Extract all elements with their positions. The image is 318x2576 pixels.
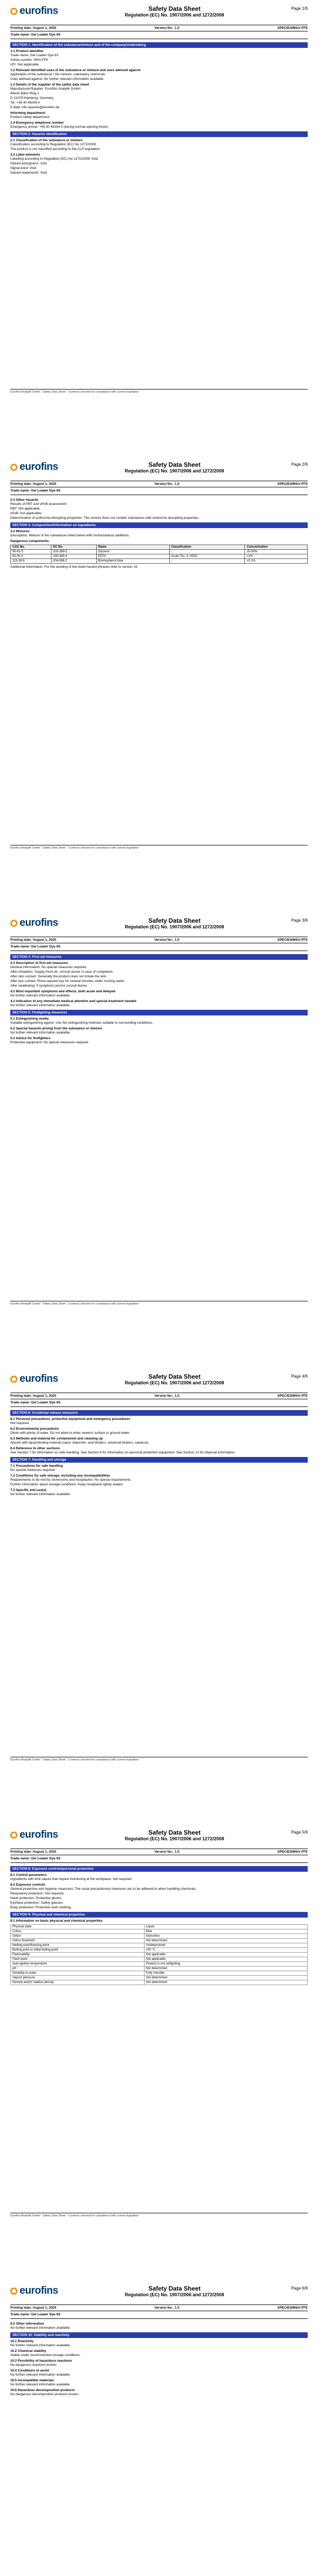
table-cell: 56-81-5 xyxy=(11,550,51,554)
section-heading: SECTION 2: Hazards identification xyxy=(10,131,308,137)
table-cell: Flash point xyxy=(11,1957,145,1962)
table-cell: EDTA xyxy=(96,554,169,559)
table-cell: Not applicable xyxy=(144,1953,307,1957)
page-footer: Eurofins Analytik GmbH · Safety Data Sheet · Contents checked for compliance with current legislation xyxy=(10,389,308,394)
body-text: Results of PBT and vPvB assessment xyxy=(10,502,67,506)
table-header-cell: CAS No. xyxy=(11,545,51,550)
table-cell: Odour threshold xyxy=(11,1939,145,1943)
table-row xyxy=(11,1925,308,1929)
body-text: Hand protection: Protective gloves. xyxy=(10,1896,62,1900)
body-text: Product safety department xyxy=(10,115,50,119)
page-number: Page 3/9 xyxy=(291,918,308,923)
body-text: No further relevant information available. xyxy=(10,2383,71,2386)
table-cell: Auto-ignition temperature xyxy=(11,1962,145,1967)
logo-mark-icon xyxy=(10,1832,17,1839)
subsection-heading: 7.3 Specific end use(s) xyxy=(10,1488,47,1492)
logo-text: eurofins xyxy=(20,5,58,16)
printing-date: Printing date: August 1, 2025 xyxy=(10,1394,57,1398)
table-cell: 204-086-2 xyxy=(51,559,97,564)
subsection-heading: 1.4 Emergency telephone number xyxy=(10,121,64,125)
body-text: Application of the substance / the mixture: Laboratory chemicals xyxy=(10,73,105,76)
trade-name: Trade name: Gel Loader Dye 6X xyxy=(10,1855,308,1863)
table-row xyxy=(11,1934,308,1939)
sds-page xyxy=(10,917,308,1309)
subsection-heading: 6.3 Methods and material for containment and cleaning up xyxy=(10,1437,103,1440)
table-row xyxy=(11,1967,308,1971)
subsection-heading: 8.1 Control parameters xyxy=(10,1873,47,1877)
trade-name: Trade name: Gel Loader Dye 6X xyxy=(10,2311,308,2319)
page-header xyxy=(10,5,308,25)
section-heading: SECTION 6: Accidental release measures xyxy=(10,1410,308,1416)
body-text: E-Mail: info-spezies@eurofins.de xyxy=(10,106,60,109)
table-cell: Density and/or relative density xyxy=(11,1980,145,1985)
document-title: Safety Data Sheet xyxy=(148,1373,201,1380)
subsection-heading: 7.1 Precautions for safe handling xyxy=(10,1464,63,1468)
page-number: Page 6/9 xyxy=(291,2286,308,2291)
subsection-heading: 5.3 Advice for firefighters xyxy=(10,1037,51,1040)
body-text: No dangerous reactions known. xyxy=(10,2363,58,2367)
body-text: Body protection: Protective work clothing. xyxy=(10,1906,72,1909)
version-number: Version No.: 1.0 xyxy=(154,1394,180,1398)
document-heading xyxy=(87,1829,261,1841)
page-content xyxy=(10,1410,308,1497)
body-text: Absorb with liquid-binding material (sand, diatomite, acid binders, universal binders, sawdust). xyxy=(10,1441,149,1445)
logo-mark-icon xyxy=(10,2287,17,2295)
table-cell: 100 °C xyxy=(144,1948,307,1953)
table-cell: Bromophenol blue xyxy=(96,559,169,564)
body-text: After eye contact: Rinse opened eye for several minutes under running water. xyxy=(10,979,125,983)
document-code: SPECIESIMSA-FFE xyxy=(277,26,308,30)
table-cell: Fully miscible xyxy=(144,1971,307,1976)
printing-date: Printing date: August 1, 2025 xyxy=(10,1850,57,1854)
table-cell: Not applicable xyxy=(144,1957,307,1962)
body-text: No further relevant information available. xyxy=(10,1031,71,1035)
printing-date: Printing date: August 1, 2025 xyxy=(10,26,57,30)
body-text: Emergency phone: +49 40 49294-0 (during normal opening times) xyxy=(10,125,109,129)
table-row xyxy=(11,1929,308,1934)
trade-name: Trade name: Gel Loader Dye 6X xyxy=(10,31,308,39)
eurofins-logo xyxy=(10,2285,87,2297)
body-text: Dilute with plenty of water. Do not allow to enter sewers/ surface or ground water. xyxy=(10,1431,131,1435)
table-cell: Glycerol xyxy=(96,550,169,554)
body-text: Hazard pictograms: Void xyxy=(10,162,47,165)
table-cell: Liquid xyxy=(144,1925,307,1929)
printing-date: Printing date: August 1, 2025 xyxy=(10,2306,57,2310)
table-row xyxy=(11,554,308,559)
table-header-cell: EC No. xyxy=(51,545,97,550)
page-header xyxy=(10,461,308,481)
logo-text: eurofins xyxy=(20,461,58,472)
eurofins-logo xyxy=(10,917,87,929)
table-cell: Melting point/freezing point xyxy=(11,1943,145,1948)
document-heading xyxy=(87,461,261,473)
document-code: SPECIESIMSA-FFE xyxy=(277,2306,308,2310)
page-content xyxy=(10,1866,308,1985)
subsection-heading: 2.3 Other hazards xyxy=(10,498,39,502)
page-footer: Eurofins Analytik GmbH · Safety Data Sheet · Contents checked for compliance with current legislation xyxy=(10,2213,308,2217)
subsection-heading: 10.5 Incompatible materials xyxy=(10,2379,54,2382)
table-cell: Boiling point or initial boiling point xyxy=(11,1948,145,1953)
body-text: The product is not classified according to the CLP regulation. xyxy=(10,147,101,151)
table-cell: Blue xyxy=(144,1929,307,1934)
version-number: Version No.: 1.0 xyxy=(154,26,180,30)
body-text: General protective and hygienic measures: The usual precautionary measures are to be adhered to when handling chemicals. xyxy=(10,1887,197,1891)
meta-line xyxy=(10,2304,308,2311)
body-text: Article number: MSA-FFE xyxy=(10,58,49,62)
logo-text: eurofins xyxy=(20,917,58,928)
body-text: Additional information: For the wording of the listed hazard phrases refer to section 16. xyxy=(10,565,138,569)
page-content xyxy=(10,2322,308,2397)
table-cell: <1% xyxy=(245,554,308,559)
table-cell: Colour xyxy=(11,1929,145,1934)
document-code: SPECIESIMSA-FFE xyxy=(277,938,308,942)
sds-page xyxy=(10,1373,308,1765)
section-heading: SECTION 8: Exposure controls/personal protection xyxy=(10,1866,308,1872)
composition-table xyxy=(10,545,308,564)
document-title: Safety Data Sheet xyxy=(148,917,201,924)
table-row xyxy=(11,1962,308,1967)
body-text: See Section 7 for information on safe handling. See Section 8 for information on personal protection equipment. See Section 13 for disposal information. xyxy=(10,1451,236,1454)
table-row xyxy=(11,1957,308,1962)
document-title: Safety Data Sheet xyxy=(148,2285,201,2292)
body-text: Suitable extinguishing agents: Use fire extinguishing methods suitable to surrounding conditions. xyxy=(10,1021,153,1025)
body-text: Protective equipment: No special measures required. xyxy=(10,1041,89,1044)
subsection-heading: 1.2 Relevant identified uses of the substance or mixture and uses advised against xyxy=(10,69,140,72)
table-cell: Not determined xyxy=(144,1980,307,1985)
document-code: SPECIESIMSA-FFE xyxy=(277,482,308,486)
body-text: No dangerous decomposition products known. xyxy=(10,2393,79,2396)
printing-date: Printing date: August 1, 2025 xyxy=(10,938,57,942)
logo-mark-icon xyxy=(10,8,17,15)
body-text: Tel: +49 40 49294-0 xyxy=(10,101,40,105)
table-cell: Vapour pressure xyxy=(11,1976,145,1980)
version-number: Version No.: 1.0 xyxy=(154,2306,180,2310)
body-text: No special measures required. xyxy=(10,1468,56,1472)
subsection-heading: 4.2 Most important symptoms and effects, both acute and delayed xyxy=(10,990,116,993)
body-text: Labelling according to Regulation (EC) No 1272/2008: Void xyxy=(10,157,98,161)
table-row xyxy=(11,1948,308,1953)
subsection-heading: 8.2 Exposure controls xyxy=(10,1883,45,1887)
table-cell: 115-39-9 xyxy=(11,559,51,564)
subsection-heading: 10.4 Conditions to avoid xyxy=(10,2369,49,2372)
body-text: Determination of endocrine-disrupting properties: The mixture does not contain substances with endocrine disrupting properties. xyxy=(10,516,200,520)
table-header-cell: Concentration xyxy=(245,545,308,550)
subsection-heading: 6.4 Reference to other sections xyxy=(10,1447,60,1450)
body-text: PBT: Not applicable. xyxy=(10,507,41,511)
body-text: vPvB: Not applicable. xyxy=(10,512,42,515)
trade-name: Trade name: Gel Loader Dye 6X xyxy=(10,943,308,951)
eurofins-logo xyxy=(10,461,87,473)
body-text: Classification according to Regulation (EC) No 1272/2008 xyxy=(10,143,96,146)
subsection-heading: 4.1 Description of first aid measures xyxy=(10,961,68,965)
version-number: Version No.: 1.0 xyxy=(154,482,180,486)
logo-mark-icon xyxy=(10,1376,17,1383)
body-text: After inhalation: Supply fresh air; consult doctor in case of complaints. xyxy=(10,970,114,974)
regulation-line: Regulation (EC) No. 1907/2006 and 1272/2008 xyxy=(125,1836,224,1841)
regulation-line: Regulation (EC) No. 1907/2006 and 1272/2008 xyxy=(125,468,224,473)
subsection-heading: 9.1 Information on basic physical and chemical properties xyxy=(10,1919,103,1923)
body-text: After skin contact: Generally the product does not irritate the skin. xyxy=(10,975,108,978)
document-heading xyxy=(87,2285,261,2297)
regulation-line: Regulation (EC) No. 1907/2006 and 1272/2008 xyxy=(125,12,224,18)
subsection-heading: 1.3 Details of the supplier of the safety data sheet xyxy=(10,83,89,87)
meta-line xyxy=(10,1849,308,1855)
subsection-heading: 2.1 Classification of the substance or mixture xyxy=(10,139,83,142)
sds-page xyxy=(10,1829,308,2221)
trade-name: Trade name: Gel Loader Dye 6X xyxy=(10,487,308,495)
logo-text: eurofins xyxy=(20,2285,58,2296)
eurofins-logo xyxy=(10,5,87,17)
table-row xyxy=(11,1953,308,1957)
regulation-line: Regulation (EC) No. 1907/2006 and 1272/2008 xyxy=(125,2292,224,2297)
body-text: Respiratory protection: Not required. xyxy=(10,1892,64,1895)
body-text: Manufacturer/Supplier: Eurofins Analytik GmbH xyxy=(10,87,81,91)
table-cell: Acute Tox. 4, H332 xyxy=(169,554,245,559)
page-number: Page 5/9 xyxy=(291,1830,308,1835)
meta-line xyxy=(10,937,308,943)
page-content xyxy=(10,954,308,1045)
body-text: Further information about storage conditions: Keep receptacle tightly sealed. xyxy=(10,1483,123,1486)
document-title: Safety Data Sheet xyxy=(148,461,201,468)
table-row xyxy=(11,1943,308,1948)
table-cell: 60-00-4 xyxy=(11,554,51,559)
page-footer: Eurofins Analytik GmbH · Safety Data Sheet · Contents checked for compliance with current legislation xyxy=(10,1301,308,1306)
page-content xyxy=(10,42,308,175)
page-header xyxy=(10,2285,308,2304)
body-text: No further relevant information available. xyxy=(10,2373,71,2377)
version-number: Version No.: 1.0 xyxy=(154,938,180,942)
document-heading xyxy=(87,1373,261,1385)
table-cell: 200-449-4 xyxy=(51,554,97,559)
section-heading: SECTION 9: Physical and chemical properties xyxy=(10,1912,308,1918)
body-text: Not required. xyxy=(10,1421,30,1425)
body-text: D-21079 Hamburg, Germany xyxy=(10,96,54,100)
version-number: Version No.: 1.0 xyxy=(154,1850,180,1854)
page-number: Page 2/9 xyxy=(291,462,308,467)
sds-page xyxy=(10,2285,308,2576)
table-cell: <0.1% xyxy=(245,559,308,564)
document-title: Safety Data Sheet xyxy=(148,1829,201,1836)
table-row xyxy=(11,550,308,554)
section-heading: SECTION 5: Firefighting measures xyxy=(10,1010,308,1015)
subsection-heading: 6.2 Environmental precautions xyxy=(10,1427,59,1431)
regulation-line: Regulation (EC) No. 1907/2006 and 1272/2008 xyxy=(125,1380,224,1385)
section-heading: SECTION 7: Handling and storage xyxy=(10,1457,308,1463)
subsection-heading: Informing department: xyxy=(10,111,46,115)
eurofins-logo xyxy=(10,1829,87,1841)
section-heading: SECTION 1: Identification of the substance/mixture and of the company/undertaking xyxy=(10,42,308,48)
table-cell: Physical state xyxy=(11,1925,145,1929)
document-title: Safety Data Sheet xyxy=(148,5,201,12)
body-text: No further relevant information available. xyxy=(10,994,71,997)
page-header xyxy=(10,1829,308,1849)
subsection-heading: 10.1 Reactivity xyxy=(10,2340,34,2343)
subsection-heading: 10.6 Hazardous decomposition products xyxy=(10,2388,75,2392)
table-cell: Product is not selfigniting xyxy=(144,1962,307,1967)
section-heading: SECTION 10: Stability and reactivity xyxy=(10,2332,308,2338)
subsection-heading: 10.2 Chemical stability xyxy=(10,2349,46,2353)
logo-text: eurofins xyxy=(20,1829,58,1840)
body-text: Requirements to be met by storerooms and receptacles: No special requirements. xyxy=(10,1478,132,1482)
body-text: After swallowing: If symptoms persist consult doctor. xyxy=(10,984,88,988)
page-footer: Eurofins Analytik GmbH · Safety Data Sheet · Contents checked for compliance with current legislation xyxy=(10,1757,308,1761)
logo-mark-icon xyxy=(10,464,17,471)
table-cell: Solubility in water xyxy=(11,1971,145,1976)
document-code: SPECIESIMSA-FFE xyxy=(277,1850,308,1854)
table-cell: Odourless xyxy=(144,1934,307,1939)
body-text: Ingredients with limit values that require monitoring at the workplace: Not required. xyxy=(10,1877,132,1881)
body-text: UFI: Not applicable xyxy=(10,63,39,66)
section-heading: SECTION 3: Composition/information on ingredients xyxy=(10,522,308,528)
subsection-heading: 3.2 Mixtures xyxy=(10,530,30,533)
table-row xyxy=(11,1980,308,1985)
subsection-heading: 5.1 Extinguishing media xyxy=(10,1017,49,1021)
table-cell: Odour xyxy=(11,1934,145,1939)
table-row xyxy=(11,1939,308,1943)
body-text: Hazard statements: Void xyxy=(10,171,47,175)
subsection-heading: 2.2 Label elements xyxy=(10,153,40,157)
body-text: Signal word: Void xyxy=(10,166,37,170)
table-cell: - xyxy=(169,559,245,564)
subsection-heading: 10.3 Possibility of hazardous reactions xyxy=(10,2359,72,2363)
table-cell: Not determined xyxy=(144,1939,307,1943)
meta-line xyxy=(10,25,308,31)
body-text: No further relevant information available. xyxy=(10,1004,71,1007)
logo-mark-icon xyxy=(10,920,17,927)
table-cell: pH xyxy=(11,1967,145,1971)
subsection-heading: 9.2 Other information xyxy=(10,2322,44,2326)
meta-line xyxy=(10,1393,308,1399)
trade-name: Trade name: Gel Loader Dye 6X xyxy=(10,1399,308,1407)
table-cell: 200-289-5 xyxy=(51,550,97,554)
table-cell: Flammability xyxy=(11,1953,145,1957)
properties-table xyxy=(10,1924,308,1985)
body-text: Wiertz Bahn Ring 1 xyxy=(10,92,39,95)
table-cell: 25-50% xyxy=(245,550,308,554)
table-header-cell: Name xyxy=(96,545,169,550)
page-header xyxy=(10,1373,308,1393)
subsection-heading: Dangerous components: xyxy=(10,539,50,543)
table-row xyxy=(11,559,308,564)
subsection-heading: 1.1 Product identifier xyxy=(10,49,44,53)
page-content xyxy=(10,498,308,569)
body-text: Description: Mixture of the substances listed below with nonhazardous additions. xyxy=(10,534,130,537)
table-cell: Undetermined xyxy=(144,1943,307,1948)
table-row xyxy=(11,1971,308,1976)
printing-date: Printing date: August 1, 2025 xyxy=(10,482,57,486)
body-text: General information: No special measures required. xyxy=(10,965,87,969)
meta-line xyxy=(10,481,308,487)
table-cell: Not determined xyxy=(144,1967,307,1971)
regulation-line: Regulation (EC) No. 1907/2006 and 1272/2008 xyxy=(125,924,224,929)
page-number: Page 4/9 xyxy=(291,1374,308,1379)
subsection-heading: 5.2 Special hazards arising from the substance or mixture xyxy=(10,1027,102,1030)
table-header-cell: Classification xyxy=(169,545,245,550)
subsection-heading: 7.2 Conditions for safe storage, including any incompatibilities xyxy=(10,1474,110,1478)
subsection-heading: 6.1 Personal precautions, protective equipment and emergency procedures xyxy=(10,1417,130,1421)
body-text: No further relevant information available. xyxy=(10,1493,71,1496)
body-text: No further relevant information available. xyxy=(10,2326,71,2330)
page-header xyxy=(10,917,308,937)
table-row xyxy=(11,1976,308,1980)
sds-page xyxy=(10,461,308,853)
document-heading xyxy=(87,5,261,18)
table-cell: Not determined xyxy=(144,1976,307,1980)
body-text: Trade name: Gel Loader Dye 6X xyxy=(10,54,59,57)
body-text: Uses advised against: No further relevant information available. xyxy=(10,77,104,81)
logo-text: eurofins xyxy=(20,1373,58,1384)
body-text: No further relevant information available. xyxy=(10,2344,71,2347)
page-footer: Eurofins Analytik GmbH · Safety Data Sheet · Contents checked for compliance with current legislation xyxy=(10,845,308,850)
section-heading: SECTION 4: First aid measures xyxy=(10,954,308,960)
table-cell: - xyxy=(169,550,245,554)
document-heading xyxy=(87,917,261,929)
subsection-heading: 4.3 Indication of any immediate medical attention and special treatment needed xyxy=(10,999,136,1003)
body-text: Stable under recommended storage conditions. xyxy=(10,2353,81,2357)
sds-page xyxy=(10,5,308,397)
document-code: SPECIESIMSA-FFE xyxy=(277,1394,308,1398)
body-text: Eye/face protection: Safety glasses. xyxy=(10,1901,64,1905)
page-number: Page 1/9 xyxy=(291,6,308,11)
eurofins-logo xyxy=(10,1373,87,1385)
